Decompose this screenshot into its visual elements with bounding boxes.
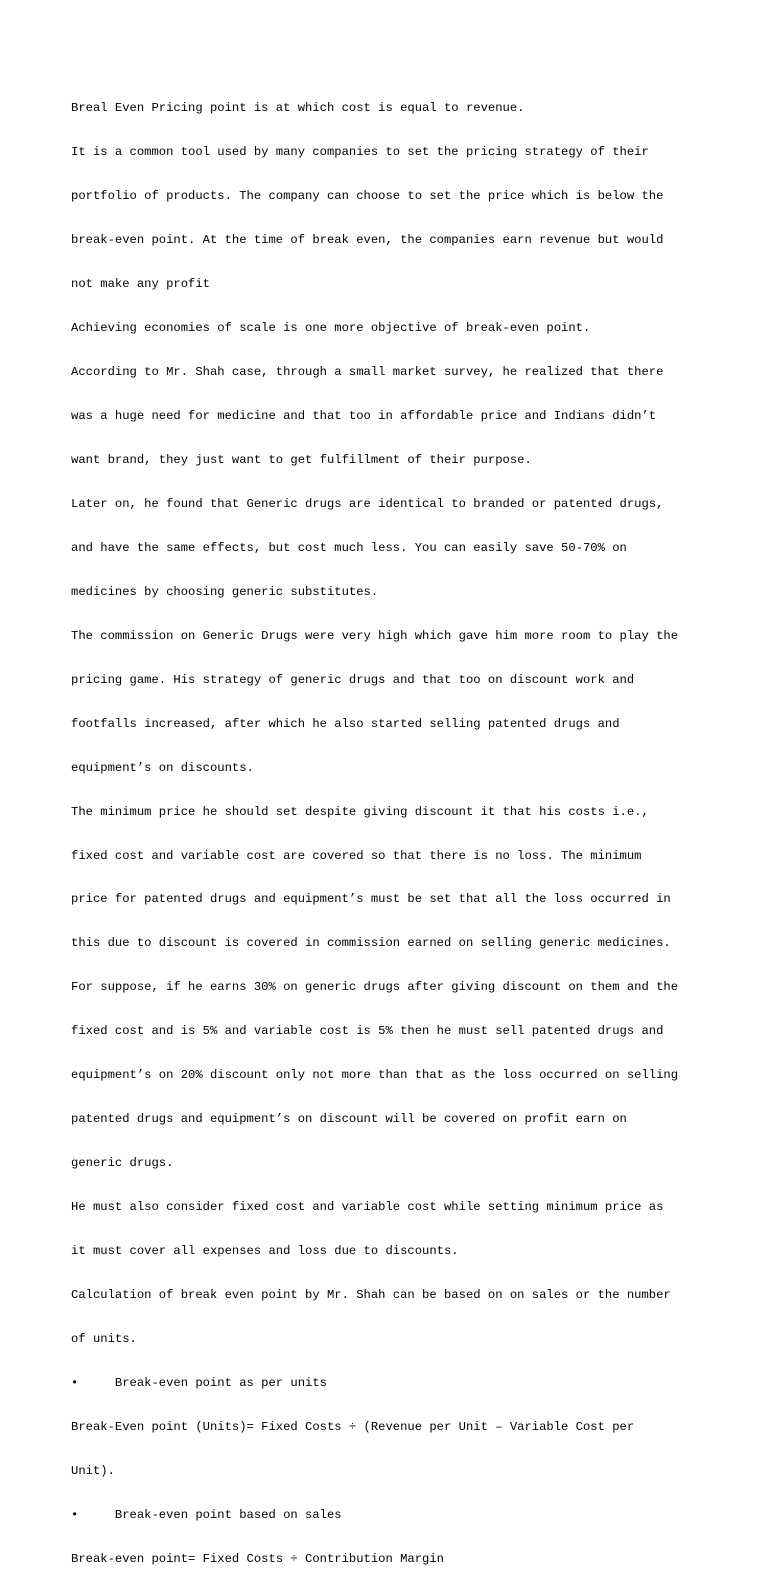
text-line: Later on, he found that Generic drugs are identical to branded or patented drugs, [71,496,664,511]
text-line: fixed cost and is 5% and variable cost is 5% then he must sell patented drugs and [71,1024,664,1039]
formula-sales: Break-even point= Fixed Costs ÷ Contribution Margin [71,1551,444,1566]
text-line: For suppose, if he earns 30% on generic drugs after giving discount on them and the [71,980,679,995]
text-line: it must cover all expenses and loss due to discounts. [71,1244,459,1259]
text-line: break-even point. At the time of break even, the companies earn revenue but would [71,233,664,248]
text-line: and have the same effects, but cost much less. You can easily save 50-70% on [71,540,627,555]
text-line: fixed cost and variable cost are covered so that there is no loss. The minimum [71,848,642,863]
text-line: The minimum price he should set despite giving discount it that his costs i.e., [71,804,649,819]
text-line: Achieving economies of scale is one more objective of break-even point. [71,321,591,336]
bullet-item-units: • Break-even point as per units [71,1375,327,1390]
text-line: Breal Even Pricing point is at which cost is equal to revenue. [71,101,525,116]
text-line: medicines by choosing generic substitutes. [71,584,379,599]
text-line: Calculation of break even point by Mr. Shah can be based on on sales or the number [71,1288,671,1303]
document-body [71,72,731,1581]
text-line: footfalls increased, after which he also started selling patented drugs and [71,716,620,731]
text-line: of units. [71,1332,137,1346]
text-line: was a huge need for medicine and that too in affordable price and Indians didn’t [71,408,657,423]
text-line: price for patented drugs and equipment’s must be set that all the loss occurred in [71,892,671,907]
text-line: not make any profit [71,277,210,292]
text-line: generic drugs. [71,1156,174,1171]
bullet-item-sales: • Break-even point based on sales [71,1507,342,1522]
text-line: patented drugs and equipment’s on discount will be covered on profit earn on [71,1112,627,1127]
formula-units: Break-Even point (Units)= Fixed Costs ÷ (Revenue per Unit – Variable Cost per [71,1419,635,1434]
text-line: equipment’s on 20% discount only not more than that as the loss occurred on selling [71,1068,679,1083]
text-line: pricing game. His strategy of generic drugs and that too on discount work and [71,672,635,687]
text-line: portfolio of products. The company can choose to set the price which is below the [71,189,664,204]
text-line: According to Mr. Shah case, through a small market survey, he realized that there [71,365,664,380]
text-line: equipment’s on discounts. [71,760,254,775]
text-line: He must also consider fixed cost and variable cost while setting minimum price as [71,1200,664,1215]
text-line: want brand, they just want to get fulfillment of their purpose. [71,452,532,467]
text-line: Unit). [71,1463,115,1478]
text-line: this due to discount is covered in commission earned on selling generic medicines. [71,936,671,951]
text-line: It is a common tool used by many companies to set the pricing strategy of their [71,145,649,160]
text-line: The commission on Generic Drugs were very high which gave him more room to play the [71,628,679,643]
